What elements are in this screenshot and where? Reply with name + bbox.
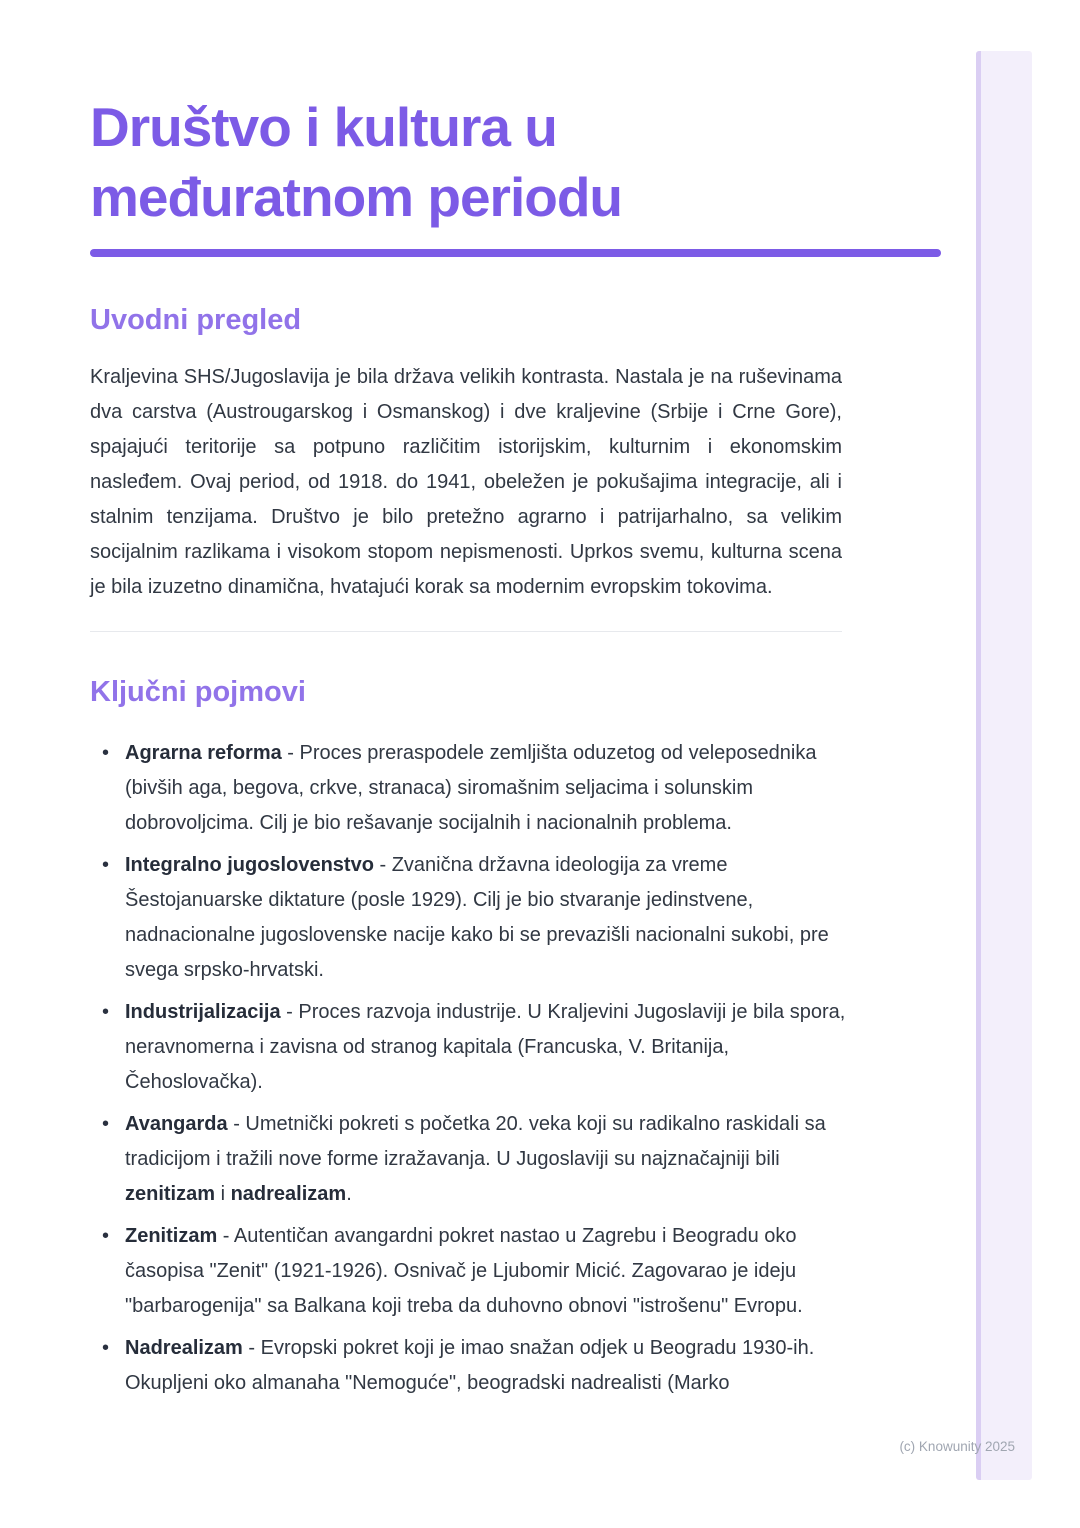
title-underline-rule (90, 249, 941, 257)
key-term-item: • Integralno jugoslovenstvo - Zvanična državna ideologija za vreme Šestojanuarske diktature (posle 1929). Cilj je bio stvaranje jedinstvene, nadnacionalne jugoslovenske nacije kako bi se prevazišli nacionalni sukobi, pre svega srpsko-hrvatski. (90, 848, 852, 988)
key-terms-list (90, 736, 852, 1401)
key-terms-section-heading: Ključni pojmovi (90, 676, 306, 708)
key-term-item: • Industrijalizacija - Proces razvoja industrije. U Kraljevini Jugoslaviji je bila spora, neravnomerna i zavisna od stranog kapitala (Francuska, V. Britanija, Čehoslovačka). (90, 995, 852, 1100)
key-term-name: Nadrealizam (125, 1337, 243, 1359)
page-side-stripe (976, 51, 1032, 1480)
key-term-name: Integralno jugoslovenstvo (125, 854, 374, 876)
key-term-inline-bold: nadrealizam (230, 1183, 347, 1205)
key-term-name: Avangarda (125, 1113, 228, 1135)
key-term-item: • Avangarda - Umetnički pokreti s početka 20. veka koji su radikalno raskidali sa tradicijom i tražili nove forme izražavanja. U Jugoslaviji su najznačajniji bili zenitizam i nadrealizam. (90, 1107, 852, 1212)
copyright-watermark: (c) Knowunity 2025 (899, 1439, 1015, 1454)
section-key-terms (90, 674, 942, 1401)
key-term-inline-bold: zenitizam (125, 1183, 216, 1205)
key-term-name: Industrijalizacija (125, 1001, 281, 1023)
document-page (90, 92, 942, 1408)
key-term-name: Agrarna reforma (125, 742, 282, 764)
page-title-line1: Društvo i kultura u (90, 96, 557, 158)
key-term-item: • Nadrealizam - Evropski pokret koji je imao snažan odjek u Beogradu 1930-ih. Okupljeni oko almanaha "Nemoguće", beogradski nadrealisti (Marko (90, 1331, 852, 1401)
page-title (90, 92, 942, 232)
key-term-item: • Agrarna reforma - Proces preraspodele zemljišta oduzetog od veleposednika (bivših aga, begova, crkve, stranaca) siromašnim seljacima i solunskim dobrovoljcima. Cilj je bio rešavanje socijalnih i nacionalnih problema. (90, 736, 852, 841)
section-divider (90, 631, 842, 632)
intro-section-heading: Uvodni pregled (90, 304, 302, 336)
section-intro (90, 302, 942, 605)
intro-paragraph: Kraljevina SHS/Jugoslavija je bila država velikih kontrasta. Nastala je na ruševinama dva carstva (Austrougarskog i Osmanskog) i dve kraljevine (Srbije i Crne Gore), spajajući teritorije sa potpuno različitim istorijskim, kulturnim i ekonomskim nasleđem. Ovaj period, od 1918. do 1941, obeležen je pokušajima integracije, ali i stalnim tenzijama. Društvo je bilo pretežno agrarno i patrijarhalno, sa velikim socijalnim razlikama i visokom stopom nepismenosti. Uprkos svemu, kulturna scena je bila izuzetno dinamična, hvatajući korak sa modernim evropskim tokovima. (90, 366, 842, 598)
key-term-name: Zenitizam (125, 1225, 218, 1247)
page-title-line2: međuratnom periodu (90, 166, 623, 228)
key-term-item: • Zenitizam - Autentičan avangardni pokret nastao u Zagrebu i Beogradu oko časopisa "Zenit" (1921-1926). Osnivač je Ljubomir Micić. Zagovarao je ideju "barbarogenija" sa Balkana koji treba da duhovno obnovi "istrošenu" Evropu. (90, 1219, 852, 1324)
